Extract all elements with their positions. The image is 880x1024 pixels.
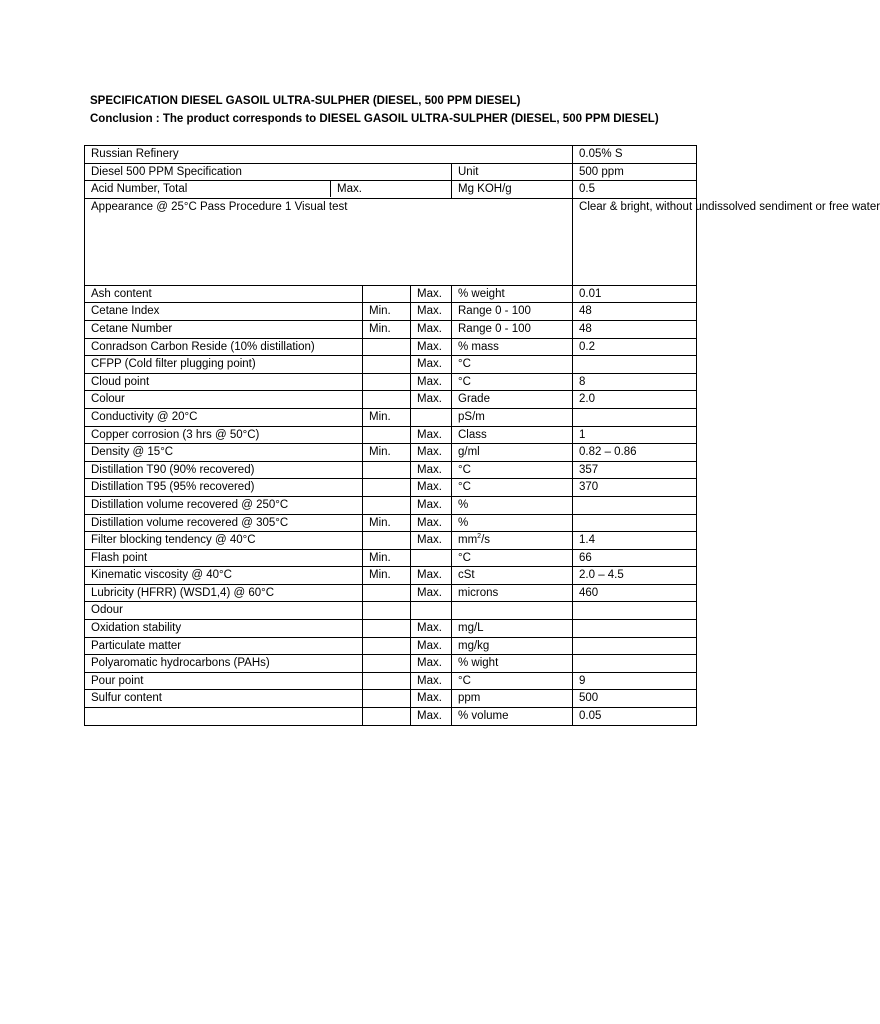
- property-value: 460: [573, 584, 697, 602]
- min-limit: Min.: [363, 444, 411, 462]
- property-value: 0.2: [573, 338, 697, 356]
- property-name: Flash point: [85, 549, 363, 567]
- acid-number-max: Max.: [337, 183, 362, 196]
- max-limit: Max.: [411, 532, 452, 550]
- table-row-appearance: [85, 198, 697, 285]
- acid-number-label: Acid Number, Total: [85, 181, 331, 197]
- property-value: 0.05: [573, 708, 697, 726]
- unit: mg/L: [452, 620, 573, 638]
- max-limit: Max.: [411, 356, 452, 374]
- unit: [452, 602, 573, 620]
- max-limit: Max.: [411, 672, 452, 690]
- min-limit: Min.: [363, 320, 411, 338]
- max-limit: Max.: [411, 584, 452, 602]
- min-limit: [363, 655, 411, 673]
- property-value: 0.82 – 0.86: [573, 444, 697, 462]
- property-name: Density @ 15°C: [85, 444, 363, 462]
- unit: mg/kg: [452, 637, 573, 655]
- unit-tail: /s: [481, 534, 491, 547]
- max-limit: Max.: [411, 303, 452, 321]
- unit: °C: [452, 373, 573, 391]
- unit: Grade: [452, 391, 573, 409]
- property-name: Sulfur content: [85, 690, 363, 708]
- property-name: Distillation volume recovered @ 305°C: [85, 514, 363, 532]
- max-limit: [411, 408, 452, 426]
- property-name: Particulate matter: [85, 637, 363, 655]
- property-value: 9: [573, 672, 697, 690]
- table-row: [85, 426, 697, 444]
- min-limit: [363, 708, 411, 726]
- property-value: [573, 496, 697, 514]
- specification-value: 500 ppm: [573, 163, 697, 181]
- property-name: Cloud point: [85, 373, 363, 391]
- max-limit: Max.: [411, 338, 452, 356]
- table-row: [85, 461, 697, 479]
- table-row: [85, 408, 697, 426]
- property-value: 357: [573, 461, 697, 479]
- min-limit: Min.: [363, 408, 411, 426]
- table-row: [85, 373, 697, 391]
- max-limit: Max.: [411, 496, 452, 514]
- unit: cSt: [452, 567, 573, 585]
- property-value: [573, 637, 697, 655]
- table-row: [85, 285, 697, 303]
- table-row: [85, 444, 697, 462]
- max-limit: Max.: [411, 479, 452, 497]
- min-limit: [363, 637, 411, 655]
- appearance-value: Clear & bright, without undissolved sendiment or free water: [573, 198, 697, 285]
- unit: % volume: [452, 708, 573, 726]
- property-value: 1: [573, 426, 697, 444]
- acid-number-value: 0.5: [573, 181, 697, 199]
- unit: Range 0 - 100: [452, 303, 573, 321]
- unit: %: [452, 514, 573, 532]
- table-row: [85, 496, 697, 514]
- unit: % weight: [452, 285, 573, 303]
- property-name: Conductivity @ 20°C: [85, 408, 363, 426]
- property-name: Distillation T90 (90% recovered): [85, 461, 363, 479]
- property-name: Filter blocking tendency @ 40°C: [85, 532, 363, 550]
- unit: Class: [452, 426, 573, 444]
- property-value: 2.0 – 4.5: [573, 567, 697, 585]
- min-limit: Min.: [363, 567, 411, 585]
- unit: % wight: [452, 655, 573, 673]
- property-value: 2.0: [573, 391, 697, 409]
- min-limit: [363, 496, 411, 514]
- table-row: [85, 391, 697, 409]
- property-value: [573, 655, 697, 673]
- property-value: [573, 514, 697, 532]
- max-limit: Max.: [411, 514, 452, 532]
- acid-number-unit: Mg KOH/g: [452, 181, 573, 199]
- property-value: 66: [573, 549, 697, 567]
- table-row: [85, 655, 697, 673]
- table-row: [85, 567, 697, 585]
- property-name: Pour point: [85, 672, 363, 690]
- property-name: CFPP (Cold filter plugging point): [85, 356, 363, 374]
- property-value: [573, 408, 697, 426]
- unit: pS/m: [452, 408, 573, 426]
- property-value: 0.01: [573, 285, 697, 303]
- refinery-label: Russian Refinery: [85, 146, 573, 164]
- unit: [452, 532, 573, 550]
- max-limit: Max.: [411, 655, 452, 673]
- unit-header: Unit: [452, 163, 573, 181]
- specification-table-body: [85, 146, 880, 726]
- specification-table: [84, 145, 880, 726]
- property-name: Polyaromatic hydrocarbons (PAHs): [85, 655, 363, 673]
- table-row: [85, 532, 697, 550]
- max-limit: Max.: [411, 690, 452, 708]
- appearance-label: Appearance @ 25°C Pass Procedure 1 Visual test: [85, 198, 573, 285]
- max-limit: [411, 602, 452, 620]
- property-name: Cetane Number: [85, 320, 363, 338]
- property-name: Oxidation stability: [85, 620, 363, 638]
- unit: %: [452, 496, 573, 514]
- min-limit: [363, 690, 411, 708]
- property-value: 370: [573, 479, 697, 497]
- unit-base: mm: [458, 534, 478, 547]
- refinery-value: 0.05% S: [573, 146, 697, 164]
- table-row: [85, 320, 697, 338]
- property-name: Colour: [85, 391, 363, 409]
- property-name: Copper corrosion (3 hrs @ 50°C): [85, 426, 363, 444]
- unit: microns: [452, 584, 573, 602]
- document-conclusion: Conclusion : The product corresponds to DIESEL GASOIL ULTRA-SULPHER (DIESEL, 500 PPM DIESEL): [90, 113, 659, 125]
- unit: °C: [452, 549, 573, 567]
- table-row: [85, 356, 697, 374]
- table-row: [85, 637, 697, 655]
- unit: ppm: [452, 690, 573, 708]
- max-limit: Max.: [411, 444, 452, 462]
- min-limit: [363, 584, 411, 602]
- max-limit: Max.: [411, 461, 452, 479]
- table-row-acid-number: [85, 181, 697, 199]
- min-limit: [363, 391, 411, 409]
- specification-label: Diesel 500 PPM Specification: [85, 163, 452, 181]
- max-limit: Max.: [411, 320, 452, 338]
- unit-superscript: 2: [477, 533, 482, 541]
- table-row: [85, 303, 697, 321]
- min-limit: [363, 285, 411, 303]
- min-limit: [363, 338, 411, 356]
- table-row: [85, 549, 697, 567]
- document-title: SPECIFICATION DIESEL GASOIL ULTRA-SULPHER (DIESEL, 500 PPM DIESEL): [90, 95, 521, 107]
- property-value: 1.4: [573, 532, 697, 550]
- min-limit: [363, 532, 411, 550]
- unit: °C: [452, 479, 573, 497]
- unit: g/ml: [452, 444, 573, 462]
- min-limit: [363, 672, 411, 690]
- property-name: Kinematic viscosity @ 40°C: [85, 567, 363, 585]
- property-name: [85, 708, 363, 726]
- property-name: Cetane Index: [85, 303, 363, 321]
- property-value: [573, 356, 697, 374]
- max-limit: Max.: [411, 285, 452, 303]
- acid-number-cell: [85, 181, 452, 199]
- min-limit: [363, 426, 411, 444]
- property-value: 48: [573, 303, 697, 321]
- unit: °C: [452, 672, 573, 690]
- unit: Range 0 - 100: [452, 320, 573, 338]
- max-limit: Max.: [411, 426, 452, 444]
- min-limit: [363, 602, 411, 620]
- max-limit: [411, 549, 452, 567]
- max-limit: Max.: [411, 391, 452, 409]
- unit: % mass: [452, 338, 573, 356]
- unit: °C: [452, 356, 573, 374]
- table-row-specification: [85, 163, 697, 181]
- max-limit: Max.: [411, 637, 452, 655]
- min-limit: Min.: [363, 549, 411, 567]
- max-limit: Max.: [411, 620, 452, 638]
- table-row: [85, 584, 697, 602]
- max-limit: Max.: [411, 373, 452, 391]
- min-limit: [363, 479, 411, 497]
- property-name: Ash content: [85, 285, 363, 303]
- max-limit: Max.: [411, 708, 452, 726]
- property-name: Odour: [85, 602, 363, 620]
- property-value: [573, 620, 697, 638]
- max-limit: Max.: [411, 567, 452, 585]
- min-limit: [363, 356, 411, 374]
- table-row-refinery: [85, 146, 697, 164]
- min-limit: [363, 620, 411, 638]
- table-row: [85, 620, 697, 638]
- min-limit: Min.: [363, 303, 411, 321]
- table-row: [85, 602, 697, 620]
- table-row: [85, 479, 697, 497]
- min-limit: Min.: [363, 514, 411, 532]
- min-limit: [363, 373, 411, 391]
- table-row: [85, 338, 697, 356]
- table-row: [85, 690, 697, 708]
- property-value: 8: [573, 373, 697, 391]
- min-limit: [363, 461, 411, 479]
- table-row: [85, 514, 697, 532]
- property-value: 500: [573, 690, 697, 708]
- property-value: 48: [573, 320, 697, 338]
- table-row: [85, 672, 697, 690]
- table-row: [85, 708, 697, 726]
- property-name: Conradson Carbon Reside (10% distillation): [85, 338, 363, 356]
- property-name: Distillation volume recovered @ 250°C: [85, 496, 363, 514]
- property-name: Distillation T95 (95% recovered): [85, 479, 363, 497]
- property-value: [573, 602, 697, 620]
- property-name: Lubricity (HFRR) (WSD1,4) @ 60°C: [85, 584, 363, 602]
- unit: °C: [452, 461, 573, 479]
